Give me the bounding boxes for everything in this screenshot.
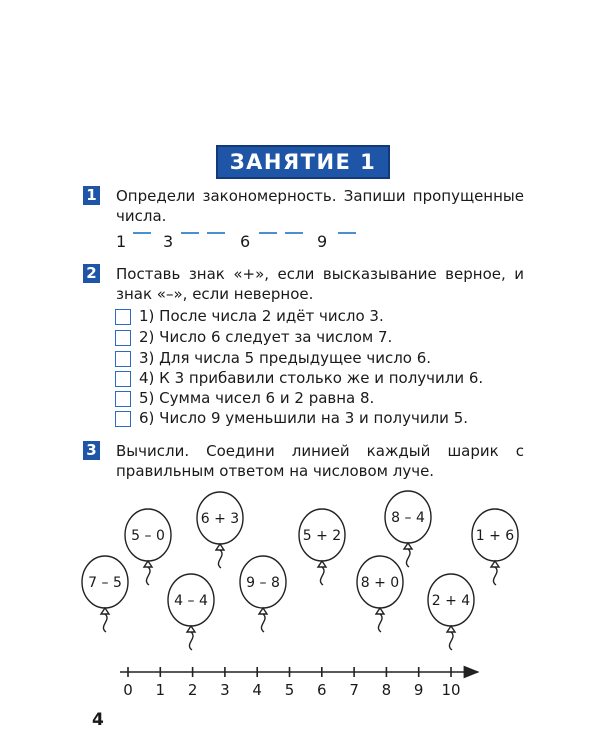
balloon-expression: 4 – 4 [174, 593, 208, 609]
balloon-expression: 8 – 4 [391, 510, 425, 526]
balloon[interactable] [125, 509, 171, 585]
number-line-label: 9 [413, 681, 424, 699]
sequence-number: 3 [163, 232, 174, 251]
statement-item: 6) Число 9 уменьшили на 3 и получили 5. [139, 409, 469, 427]
statement-item: 1) После числа 2 идёт число 3. [139, 307, 384, 325]
number-line-label: 0 [123, 681, 133, 699]
sequence-number: 6 [240, 232, 251, 251]
task-1-text: Определи закономерность. Запиши пропущенные числа. [116, 187, 524, 225]
number-line-label: 4 [252, 681, 262, 699]
balloon[interactable] [357, 556, 403, 632]
balloon[interactable] [168, 574, 214, 650]
lesson-title: ЗАНЯТИЕ 1 [216, 145, 390, 179]
number-line-label: 7 [349, 681, 359, 699]
balloon-expression: 1 + 6 [475, 528, 515, 544]
statement-item: 5) Сумма чисел 6 и 2 равна 8. [139, 389, 375, 407]
task-number-1: 1 [83, 186, 100, 205]
number-line-label: 8 [381, 681, 392, 699]
number-line-label: 2 [187, 681, 198, 699]
balloon-expression: 6 + 3 [200, 511, 240, 527]
number-line-label: 3 [220, 681, 230, 699]
task-number-3: 3 [83, 441, 100, 460]
number-line-label: 1 [155, 681, 166, 699]
number-line-label: 10 [441, 681, 461, 699]
balloon-expression: 7 – 5 [88, 575, 122, 591]
balloon-expression: 5 + 2 [302, 528, 342, 544]
balloon[interactable] [197, 492, 243, 568]
statement-item: 2) Число 6 следует за числом 7. [139, 328, 393, 346]
task-2-text: Поставь знак «+», если высказывание верное, и знак «–», если неверное. [116, 265, 524, 303]
balloon-expression: 5 – 0 [131, 528, 165, 544]
balloon[interactable] [299, 509, 345, 585]
balloon[interactable] [472, 509, 518, 585]
balloon[interactable] [240, 556, 286, 632]
balloon-expression: 9 – 8 [246, 575, 280, 591]
number-line-label: 5 [284, 681, 295, 699]
number-line-label: 6 [317, 681, 327, 699]
task-number-2: 2 [83, 264, 100, 283]
sequence-number: 1 [116, 232, 127, 251]
balloon-expression: 8 + 0 [360, 575, 400, 591]
task-3-text: Вычисли. Соедини линией каждый шарик с правильным ответом на числовом луче. [116, 442, 524, 480]
sequence-number: 9 [317, 232, 328, 251]
statement-item: 4) К 3 прибавили столько же и получили 6. [139, 369, 484, 387]
balloon[interactable] [428, 574, 474, 650]
statement-item: 3) Для числа 5 предыдущее число 6. [139, 349, 432, 367]
balloon-expression: 2 + 4 [431, 593, 471, 609]
balloon[interactable] [82, 556, 128, 632]
balloon[interactable] [385, 491, 431, 567]
page-number: 4 [92, 710, 104, 730]
